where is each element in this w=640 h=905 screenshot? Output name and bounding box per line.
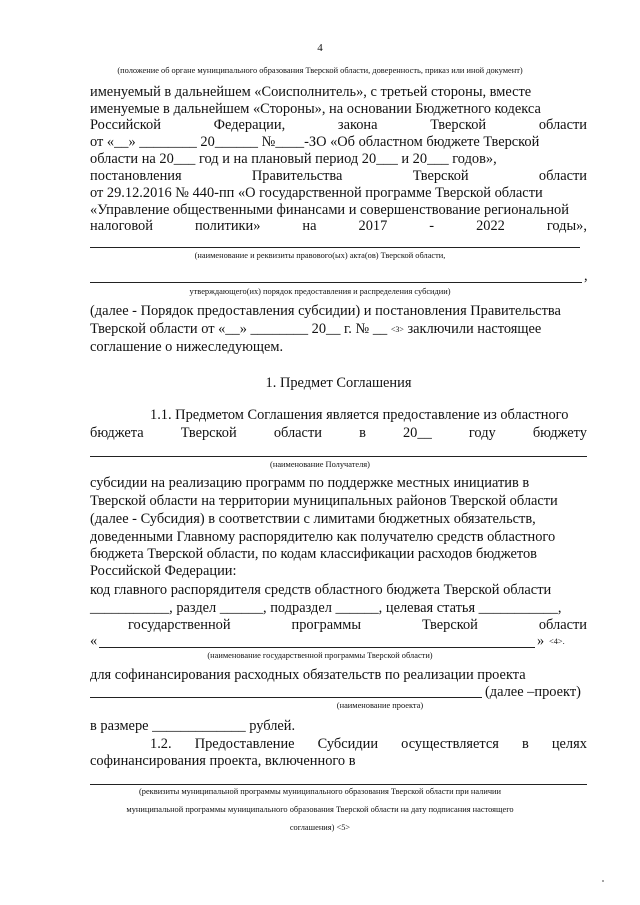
footnote-ref: <3> <box>390 325 404 334</box>
word: Тверской <box>430 117 487 133</box>
paragraph-line: от 29.12.2016 № 440-пп «О государственной программе Тверской области <box>90 185 543 201</box>
scan-speck <box>602 880 604 882</box>
paragraph-line-justified <box>90 218 587 234</box>
paragraph-line: (далее - Субсидия) в соответствии с лимитами бюджетных обязательств, <box>90 511 536 527</box>
word: области <box>538 617 587 633</box>
caption-municipal-program: соглашения) <5> <box>289 823 351 832</box>
paragraph-line-justified <box>128 617 587 633</box>
word: бюджета <box>90 425 144 441</box>
text-run: Тверской области от «__» ________ 20__ г. № __ <box>90 321 391 337</box>
fill-in-line <box>90 282 582 283</box>
paragraph-line: бюджета Тверской области, по кодам классификации расходов бюджетов <box>90 546 537 562</box>
word: области <box>273 425 322 441</box>
word: - <box>429 218 435 234</box>
project-tail: (далее –проект) <box>485 684 581 700</box>
word: Правительства <box>251 168 343 184</box>
line-comma: , <box>584 268 588 284</box>
word: Тверской <box>180 425 237 441</box>
word: Тверской <box>412 168 469 184</box>
word: государственной <box>128 617 231 633</box>
paragraph-line-justified <box>90 425 587 441</box>
caption-project: (наименование проекта) <box>336 701 424 710</box>
fill-in-line <box>90 697 482 698</box>
word: Предоставление <box>194 736 295 752</box>
paragraph-line: именуемый в дальнейшем «Соисполнитель», с третьей стороны, вместе <box>90 84 532 100</box>
word: в <box>521 736 529 752</box>
word: году <box>468 425 496 441</box>
caption-municipal-program: муниципальной программы муниципального образования Тверской области на дату подписания настоящего <box>126 805 514 814</box>
paragraph-line: области на 20___ год и на плановый период 20___ и 20___ годов», <box>90 151 497 167</box>
caption-act: (наименование и реквизиты правового(ых) акта(ов) Тверской области, <box>194 251 446 260</box>
text-run: заключили настоящее <box>403 321 542 337</box>
paragraph-line: (далее - Порядок предоставления субсидии) и постановления Правительства <box>90 303 561 319</box>
paragraph-line: код главного распорядителя средств областного бюджета Тверской области <box>90 582 552 598</box>
word: Тверской <box>421 617 478 633</box>
word: Российской <box>90 117 161 133</box>
word: 20__ <box>402 425 432 441</box>
word: бюджету <box>532 425 587 441</box>
caption-recipient: (наименование Получателя) <box>270 460 370 469</box>
paragraph-line: соглашение о нижеследующем. <box>90 339 284 355</box>
paragraph-line: Российской Федерации: <box>90 563 237 579</box>
word: программы <box>291 617 361 633</box>
word: 2022 <box>476 218 505 234</box>
word: области <box>538 117 587 133</box>
word: налоговой <box>90 218 153 234</box>
caption-position-document: (положение об органе муниципального образования Тверской области, доверенность, приказ или иной документ) <box>117 66 523 75</box>
paragraph-line <box>90 321 587 338</box>
word: целях <box>551 736 587 752</box>
word: осуществляется <box>401 736 499 752</box>
word: в <box>359 425 366 441</box>
word: области <box>538 168 587 184</box>
paragraph-line: субсидии на реализацию программ по поддержке местных инициатив в <box>90 475 530 491</box>
caption-municipal-program: (реквизиты муниципальной программы муниципального образования Тверской области при наличии <box>138 787 502 796</box>
paragraph-line-justified <box>150 736 587 752</box>
section-title: 1. Предмет Соглашения <box>265 375 412 391</box>
paragraph-line: от «__» ________ 20______ №____-ЗО «Об областном бюджете Тверской <box>90 134 540 150</box>
fill-in-line <box>90 784 587 785</box>
paragraph-line: для софинансирования расходных обязательств по реализации проекта <box>90 667 526 683</box>
word: 1.2. <box>150 736 172 752</box>
paragraph-line: 1.1. Предметом Соглашения является предоставление из областного <box>150 407 569 423</box>
word: 2017 <box>358 218 388 234</box>
paragraph-line: софинансирования проекта, включенного в <box>90 753 356 769</box>
paragraph-line: именуемые в дальнейшем «Стороны», на основании Бюджетного кодекса <box>90 101 541 117</box>
paragraph-line: ___________, раздел ______, подраздел ______, целевая статья ___________, <box>90 600 562 616</box>
paragraph-line-justified <box>90 117 587 133</box>
caption-program: (наименование государственной программы Тверской области) <box>207 651 433 660</box>
fill-in-line <box>90 456 587 457</box>
fill-in-line <box>90 247 580 248</box>
word: Федерации, <box>213 117 286 133</box>
word: Субсидии <box>317 736 379 752</box>
footnote-ref: <4>. <box>549 637 565 646</box>
paragraph-line: в размере _____________ рублей. <box>90 718 296 734</box>
word: на <box>302 218 317 234</box>
paragraph-line: Тверской области на территории муниципальных районов Тверской области <box>90 493 558 509</box>
paragraph-line: «Управление общественными финансами и совершенствование региональной <box>90 202 569 218</box>
word: закона <box>337 117 378 133</box>
page-number: 4 <box>317 42 323 54</box>
caption-order: утверждающего(их) порядок предоставления и распределения субсидии) <box>189 287 451 296</box>
word: годы», <box>546 218 587 234</box>
quote-open: « <box>90 633 98 649</box>
fill-in-line <box>99 647 535 648</box>
paragraph-line-justified <box>90 168 587 184</box>
paragraph-line: доведенными Главному распорядителю как получателю средств областного <box>90 529 556 545</box>
quote-close: » <box>537 633 545 649</box>
word: постановления <box>90 168 182 184</box>
word: политики» <box>194 218 261 234</box>
